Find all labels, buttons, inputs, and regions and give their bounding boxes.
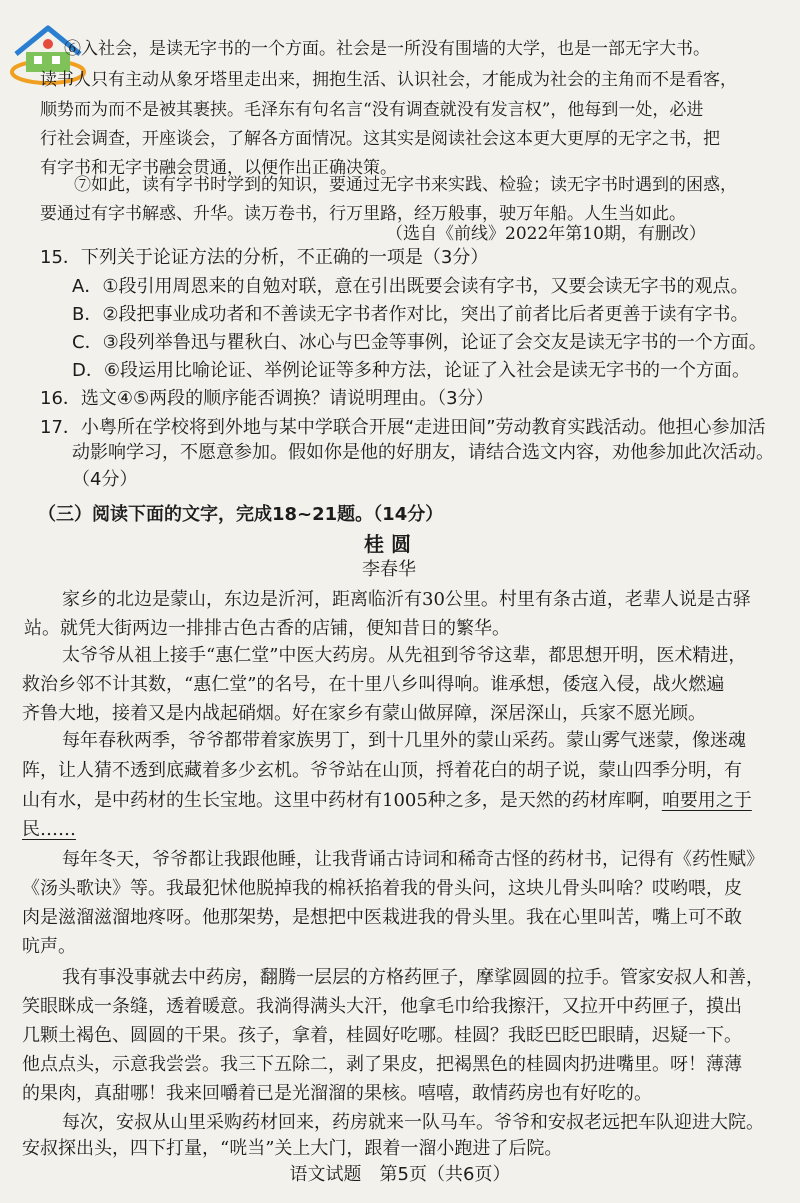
passage-line: 有字书和无字书融会贯通，以便作出正确决策。 bbox=[40, 158, 397, 178]
article-line: 救治乡邻不计其数，“惠仁堂”的名号，在十里八乡叫得响。谁承想，倭寇入侵，战火燃遍 bbox=[22, 674, 725, 695]
passage-line: 行社会调查，开座谈会，了解各方面情况。这其实是阅读社会这本更大更厚的无字之书，把 bbox=[40, 129, 720, 149]
question-15-option-b: B．②段把事业成功者和不善读无字书者作对比，突出了前者比后者更善于读有字书。 bbox=[72, 304, 749, 325]
article-line: 安叔探出头，四下打量，“咣当”关上大门，跟着一溜小跑进了后院。 bbox=[22, 1138, 563, 1159]
article-line bbox=[22, 786, 752, 812]
article-line: 我有事没事就去中药房，翻腾一层层的方格药匣子，摩挲圆圆的拉手。管家安叔人和善， bbox=[62, 967, 764, 988]
passage-line: 要通过有字书解惑、升华。读万卷书，行万里路，经万般事，驶万年船。人生当如此。 bbox=[40, 204, 686, 224]
question-15-stem: 15．下列关于论证方法的分析，不正确的一项是（3分） bbox=[40, 247, 489, 268]
article-line: 站。就凭大街两边一排排古色古香的店铺，便知昔日的繁华。 bbox=[24, 618, 510, 639]
passage-line: 读书人只有主动从象牙塔里走出来，拥抱生活、认识社会，才能成为社会的主角而不是看客， bbox=[40, 70, 737, 90]
article-line: 太爷爷从祖上接手“惠仁堂”中医大药房。从先祖到爷爷这辈，都思想开明，医术精进， bbox=[62, 645, 747, 666]
question-17-line: （4分） bbox=[72, 469, 138, 490]
article-line: 每次，安叔从山里采购药材回来，药房就来一队马车。爷爷和安叔老远把车队迎进大院。 bbox=[62, 1112, 764, 1133]
article-line: 《汤头歌诀》等。我最犯怵他脱掉我的棉袄掐着我的骨头问，这块儿骨头叫啥？哎哟喂，皮 bbox=[22, 878, 742, 899]
article-line: 阵，让人猜不透到底藏着多少玄机。爷爷站在山顶，捋着花白的胡子说，蒙山四季分明，有 bbox=[22, 760, 742, 781]
passage-line: ⑦如此，读有字书时学到的知识，要通过无字书来实践、检验；读无字书时遇到的困惑， bbox=[74, 175, 737, 195]
article-line: 几颗土褐色、圆圆的干果。孩子，拿着，桂圆好吃哪。桂圆？我眨巴眨巴眼睛，迟疑一下。 bbox=[22, 1025, 742, 1046]
article-line: 笑眼眯成一条缝，透着暖意。我淌得满头大汗，他拿毛巾给我擦汗，又拉开中药匣子，摸出 bbox=[22, 996, 742, 1017]
question-17-line: 17．小粤所在学校将到外地与某中学联合开展“走进田间”劳动教育实践活动。他担心参加活 bbox=[40, 417, 766, 438]
article-text: 山有水，是中药材的生长宝地。这里中药材有1005种之多，是天然的药材库啊， bbox=[22, 790, 662, 811]
article-author: 李春华 bbox=[362, 559, 416, 580]
question-15-option-a: A．①段引用周恩来的自勉对联，意在引出既要会读有字书，又要会读无字书的观点。 bbox=[72, 276, 749, 297]
article-line: 肉是滋溜滋溜地疼呀。他那架势，是想把中医栽进我的骨头里。我在心里叫苦，嘴上可不敢 bbox=[22, 907, 742, 928]
article-line: 每年春秋两季，爷爷都带着家族男丁，到十几里外的蒙山采药。蒙山雾气迷蒙，像迷魂 bbox=[62, 730, 746, 751]
question-16: 16．选文④⑤两段的顺序能否调换？请说明理由。（3分） bbox=[40, 388, 494, 409]
source-citation: （选自《前线》2022年第10期，有删改） bbox=[386, 224, 706, 244]
page-footer: 语文试题 第5页（共6页） bbox=[289, 1164, 511, 1185]
section-3-heading: （三）阅读下面的文字，完成18~21题。（14分） bbox=[38, 504, 444, 525]
underlined-text: 咱要用之于 bbox=[661, 790, 752, 811]
passage-line: ⑥入社会，是读无字书的一个方面。社会是一所没有围墙的大学，也是一部无字大书。 bbox=[64, 39, 710, 59]
article-line: 的果肉，真甜哪！我来回嚼着已是光溜溜的果核。嘻嘻，敢情药房也有好吃的。 bbox=[22, 1083, 652, 1104]
question-17-line: 动影响学习，不愿意参加。假如你是他的好朋友，请结合选文内容，劝他参加此次活动。 bbox=[72, 442, 774, 463]
question-15-option-c: C．③段列举鲁迅与瞿秋白、冰心与巴金等事例，论证了会交友是读无字书的一个方面。 bbox=[72, 332, 767, 353]
passage-line: 顺势而为而不是被其裹挟。毛泽东有句名言“没有调查就没有发言权”，他每到一处，必进 bbox=[40, 100, 704, 120]
article-line: 家乡的北边是蒙山，东边是沂河，距离临沂有30公里。村里有条古道，老辈人说是古驿 bbox=[62, 589, 751, 610]
article-line: 齐鲁大地，接着又是内战起硝烟。好在家乡有蒙山做屏障，深居深山，兵家不愿光顾。 bbox=[22, 703, 706, 724]
underlined-text: 民…… bbox=[22, 819, 76, 840]
article-line: 吭声。 bbox=[22, 936, 76, 957]
article-line: 他点点头，示意我尝尝。我三下五除二，剥了果皮，把褐黑色的桂圆肉扔进嘴里。呀！薄薄 bbox=[22, 1054, 742, 1075]
article-title: 桂 圆 bbox=[364, 532, 411, 556]
question-15-option-d: D．⑥段运用比喻论证、举例论证等多种方法，论证了入社会是读无字书的一个方面。 bbox=[72, 360, 750, 381]
article-line: 每年冬天，爷爷都让我跟他睡，让我背诵古诗词和稀奇古怪的药材书，记得有《药性赋》 bbox=[62, 849, 764, 870]
